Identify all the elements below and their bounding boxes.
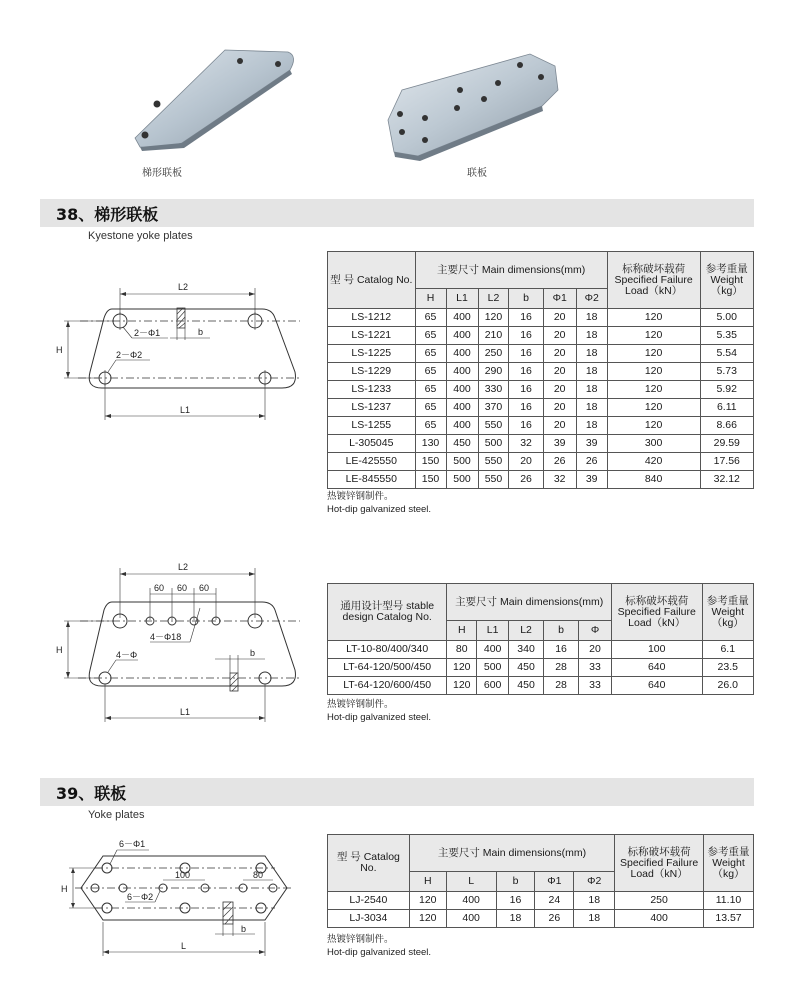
note-en: Hot-dip galvanized steel.: [327, 712, 432, 723]
table-row: [328, 435, 754, 453]
value-cell: 330: [478, 381, 509, 399]
value-cell: 65: [415, 309, 446, 327]
value-cell: 370: [478, 399, 509, 417]
value-cell: 120: [607, 345, 700, 363]
value-cell: 400: [446, 309, 478, 327]
value-cell: 450: [509, 659, 544, 677]
th-main-dimensions: 主要尺寸 Main dimensions(mm): [409, 835, 614, 872]
note-cn: 热镀锌钢制件。: [327, 491, 394, 502]
value-cell: 340: [509, 641, 544, 659]
value-cell: 39: [543, 435, 576, 453]
th-load: 标称破坏载荷 Specified Failure Load（kN）: [611, 584, 702, 641]
dim-hole2: 2－Φ2: [116, 350, 143, 360]
th-col: L2: [509, 621, 544, 641]
value-cell: 16: [509, 345, 543, 363]
section-38-title: 38、梯形联板: [56, 205, 159, 224]
value-cell: 28: [544, 659, 579, 677]
dim-h: H: [56, 645, 63, 655]
value-cell: 18: [576, 309, 607, 327]
value-cell: 24: [535, 892, 574, 910]
note-cn: 热镀锌钢制件。: [327, 934, 394, 945]
dim-b: b: [250, 648, 256, 658]
table-39-body: [328, 892, 754, 928]
th-col: Φ2: [574, 872, 615, 892]
dim-b: b: [241, 924, 247, 934]
dim-holes18: 4－Φ18: [150, 632, 182, 642]
value-cell: 120: [607, 363, 700, 381]
note-39: [327, 933, 431, 959]
th-col: L2: [478, 289, 509, 309]
value-cell: 120: [607, 309, 700, 327]
th-main-dimensions: 主要尺寸 Main dimensions(mm): [415, 252, 607, 289]
value-cell: 65: [415, 345, 446, 363]
value-cell: 120: [607, 327, 700, 345]
value-cell: 250: [478, 345, 509, 363]
value-cell: 6.1: [702, 641, 753, 659]
dim-l2: L2: [178, 282, 189, 292]
value-cell: 26: [535, 910, 574, 928]
catalog-cell: LS-1233: [328, 381, 416, 399]
catalog-cell: LS-1255: [328, 417, 416, 435]
value-cell: 5.54: [700, 345, 753, 363]
th-col: H: [447, 621, 477, 641]
value-cell: 640: [611, 677, 702, 695]
photo-left-caption: 梯形联板: [142, 168, 182, 179]
catalog-cell: LT-64-120/600/450: [328, 677, 447, 695]
value-cell: 400: [446, 399, 478, 417]
value-cell: 120: [447, 677, 477, 695]
catalog-cell: LJ-2540: [328, 892, 410, 910]
value-cell: 250: [615, 892, 704, 910]
value-cell: 26: [543, 453, 576, 471]
catalog-cell: LJ-3034: [328, 910, 410, 928]
value-cell: 550: [478, 417, 509, 435]
value-cell: 100: [611, 641, 702, 659]
value-cell: 120: [447, 659, 477, 677]
th-col: Φ1: [535, 872, 574, 892]
value-cell: 18: [576, 345, 607, 363]
table-row: [328, 327, 754, 345]
value-cell: 400: [446, 892, 496, 910]
value-cell: 600: [477, 677, 509, 695]
value-cell: 80: [447, 641, 477, 659]
value-cell: 26.0: [702, 677, 753, 695]
value-cell: 20: [543, 309, 576, 327]
value-cell: 150: [415, 453, 446, 471]
value-cell: 16: [509, 381, 543, 399]
value-cell: 18: [496, 910, 535, 928]
catalog-cell: LS-1225: [328, 345, 416, 363]
value-cell: 400: [615, 910, 704, 928]
th-catalog: 通用设计型号 stable design Catalog No.: [328, 584, 447, 641]
catalog-cell: LE-845550: [328, 471, 416, 489]
note-en: Hot-dip galvanized steel.: [327, 947, 432, 958]
value-cell: 26: [576, 453, 607, 471]
th-load: 标称破坏载荷 Specified Failure Load（kN）: [607, 252, 700, 309]
value-cell: 18: [576, 363, 607, 381]
table-row: [328, 659, 754, 677]
value-cell: 500: [446, 453, 478, 471]
table-38: [327, 251, 754, 489]
value-cell: 65: [415, 363, 446, 381]
table-row: [328, 677, 754, 695]
value-cell: 17.56: [700, 453, 753, 471]
table-row: [328, 381, 754, 399]
value-cell: 120: [607, 399, 700, 417]
value-cell: 20: [543, 381, 576, 399]
note-38b: [327, 698, 431, 724]
value-cell: 65: [415, 417, 446, 435]
value-cell: 6.11: [700, 399, 753, 417]
note-38: [327, 490, 431, 516]
table-row: [328, 910, 754, 928]
value-cell: 5.00: [700, 309, 753, 327]
table-row: [328, 641, 754, 659]
value-cell: 16: [509, 309, 543, 327]
value-cell: 18: [576, 417, 607, 435]
catalog-cell: LT-64-120/500/450: [328, 659, 447, 677]
value-cell: 400: [477, 641, 509, 659]
table-row: [328, 471, 754, 489]
table-38-body: [328, 309, 754, 489]
table-row: [328, 309, 754, 327]
value-cell: 28: [544, 677, 579, 695]
value-cell: 16: [509, 363, 543, 381]
value-cell: 18: [574, 892, 615, 910]
value-cell: 500: [478, 435, 509, 453]
value-cell: 120: [478, 309, 509, 327]
note-en: Hot-dip galvanized steel.: [327, 504, 432, 515]
value-cell: 23.5: [702, 659, 753, 677]
value-cell: 65: [415, 327, 446, 345]
value-cell: 26: [509, 471, 543, 489]
value-cell: 20: [543, 399, 576, 417]
value-cell: 400: [446, 363, 478, 381]
value-cell: 18: [576, 327, 607, 345]
dim-60: 60: [199, 583, 210, 593]
catalog-cell: LT-10-80/400/340: [328, 641, 447, 659]
value-cell: 39: [576, 471, 607, 489]
dim-80: 80: [253, 870, 264, 880]
th-catalog: 型 号 Catalog No.: [328, 835, 410, 892]
value-cell: 20: [543, 327, 576, 345]
section-39-header: [40, 778, 754, 806]
table-row: [328, 363, 754, 381]
table-row: [328, 453, 754, 471]
value-cell: 5.73: [700, 363, 753, 381]
value-cell: 5.35: [700, 327, 753, 345]
section-39-subtitle: Yoke plates: [88, 809, 145, 821]
table-row: [328, 345, 754, 363]
value-cell: 20: [543, 345, 576, 363]
value-cell: 32: [509, 435, 543, 453]
value-cell: 16: [544, 641, 579, 659]
value-cell: 16: [496, 892, 535, 910]
value-cell: 130: [415, 435, 446, 453]
value-cell: 120: [607, 381, 700, 399]
value-cell: 16: [509, 327, 543, 345]
value-cell: 11.10: [704, 892, 754, 910]
note-cn: 热镀锌钢制件。: [327, 699, 394, 710]
value-cell: 39: [576, 435, 607, 453]
value-cell: 33: [579, 659, 612, 677]
section-38-subtitle: Kyestone yoke plates: [88, 230, 193, 242]
dim-hole2: 6－Φ2: [127, 892, 154, 902]
keystone-drawing-6hole: [50, 560, 310, 730]
section-38-header: [40, 199, 754, 227]
value-cell: 300: [607, 435, 700, 453]
photo-right-caption: 联板: [467, 168, 487, 179]
th-col: Φ: [579, 621, 612, 641]
value-cell: 400: [446, 417, 478, 435]
value-cell: 18: [576, 381, 607, 399]
th-col: L: [446, 872, 496, 892]
value-cell: 210: [478, 327, 509, 345]
th-col: H: [415, 289, 446, 309]
dim-hole1: 6－Φ1: [119, 839, 146, 849]
th-catalog: 型 号 Catalog No.: [328, 252, 416, 309]
dim-hole1: 2－Φ1: [134, 328, 161, 338]
value-cell: 18: [574, 910, 615, 928]
value-cell: 420: [607, 453, 700, 471]
value-cell: 120: [607, 417, 700, 435]
value-cell: 32: [543, 471, 576, 489]
th-load: 标称破坏载荷 Specified Failure Load（kN）: [615, 835, 704, 892]
keystone-plate-photo: [120, 40, 320, 155]
th-col: L1: [446, 289, 478, 309]
value-cell: 120: [409, 892, 446, 910]
value-cell: 16: [509, 399, 543, 417]
dim-h: H: [61, 884, 68, 894]
keystone-drawing: [50, 280, 310, 430]
catalog-cell: LS-1229: [328, 363, 416, 381]
dim-60: 60: [177, 583, 188, 593]
value-cell: 18: [576, 399, 607, 417]
value-cell: 840: [607, 471, 700, 489]
value-cell: 290: [478, 363, 509, 381]
value-cell: 400: [446, 345, 478, 363]
value-cell: 5.92: [700, 381, 753, 399]
dim-l: L: [181, 941, 187, 951]
value-cell: 32.12: [700, 471, 753, 489]
dim-h: H: [56, 345, 63, 355]
catalog-cell: LS-1212: [328, 309, 416, 327]
value-cell: 500: [477, 659, 509, 677]
table-row: [328, 892, 754, 910]
th-col: L1: [477, 621, 509, 641]
th-weight: 参考重量 Weight （kg）: [700, 252, 753, 309]
value-cell: 20: [543, 417, 576, 435]
value-cell: 8.66: [700, 417, 753, 435]
value-cell: 550: [478, 471, 509, 489]
value-cell: 29.59: [700, 435, 753, 453]
value-cell: 20: [509, 453, 543, 471]
th-col: b: [509, 289, 543, 309]
value-cell: 65: [415, 399, 446, 417]
dim-holesphi: 4－Φ: [116, 650, 138, 660]
yoke-drawing: [55, 836, 295, 966]
th-col: b: [544, 621, 579, 641]
value-cell: 640: [611, 659, 702, 677]
table-39: [327, 834, 754, 928]
table-row: [328, 417, 754, 435]
th-weight: 参考重量 Weight （kg）: [702, 584, 753, 641]
value-cell: 150: [415, 471, 446, 489]
dim-b: b: [198, 327, 204, 337]
value-cell: 500: [446, 471, 478, 489]
value-cell: 400: [446, 910, 496, 928]
value-cell: 550: [478, 453, 509, 471]
dim-60: 60: [154, 583, 165, 593]
value-cell: 16: [509, 417, 543, 435]
th-main-dimensions: 主要尺寸 Main dimensions(mm): [447, 584, 612, 621]
table-38b-body: [328, 641, 754, 695]
section-39-title: 39、联板: [56, 784, 127, 803]
th-col: Φ1: [543, 289, 576, 309]
value-cell: 33: [579, 677, 612, 695]
catalog-cell: L-305045: [328, 435, 416, 453]
th-col: H: [409, 872, 446, 892]
th-col: Φ2: [576, 289, 607, 309]
value-cell: 20: [579, 641, 612, 659]
value-cell: 65: [415, 381, 446, 399]
value-cell: 13.57: [704, 910, 754, 928]
th-col: b: [496, 872, 535, 892]
value-cell: 20: [543, 363, 576, 381]
value-cell: 450: [446, 435, 478, 453]
value-cell: 400: [446, 327, 478, 345]
th-weight: 参考重量 Weight （kg）: [704, 835, 754, 892]
value-cell: 400: [446, 381, 478, 399]
dim-l1: L1: [180, 707, 191, 717]
catalog-cell: LS-1221: [328, 327, 416, 345]
table-38b: [327, 583, 754, 695]
catalog-cell: LS-1237: [328, 399, 416, 417]
yoke-plate-photo: [380, 48, 570, 163]
table-row: [328, 399, 754, 417]
catalog-cell: LE-425550: [328, 453, 416, 471]
dim-l1: L1: [180, 405, 191, 415]
dim-100: 100: [175, 870, 191, 880]
value-cell: 450: [509, 677, 544, 695]
value-cell: 120: [409, 910, 446, 928]
dim-l2: L2: [178, 562, 189, 572]
